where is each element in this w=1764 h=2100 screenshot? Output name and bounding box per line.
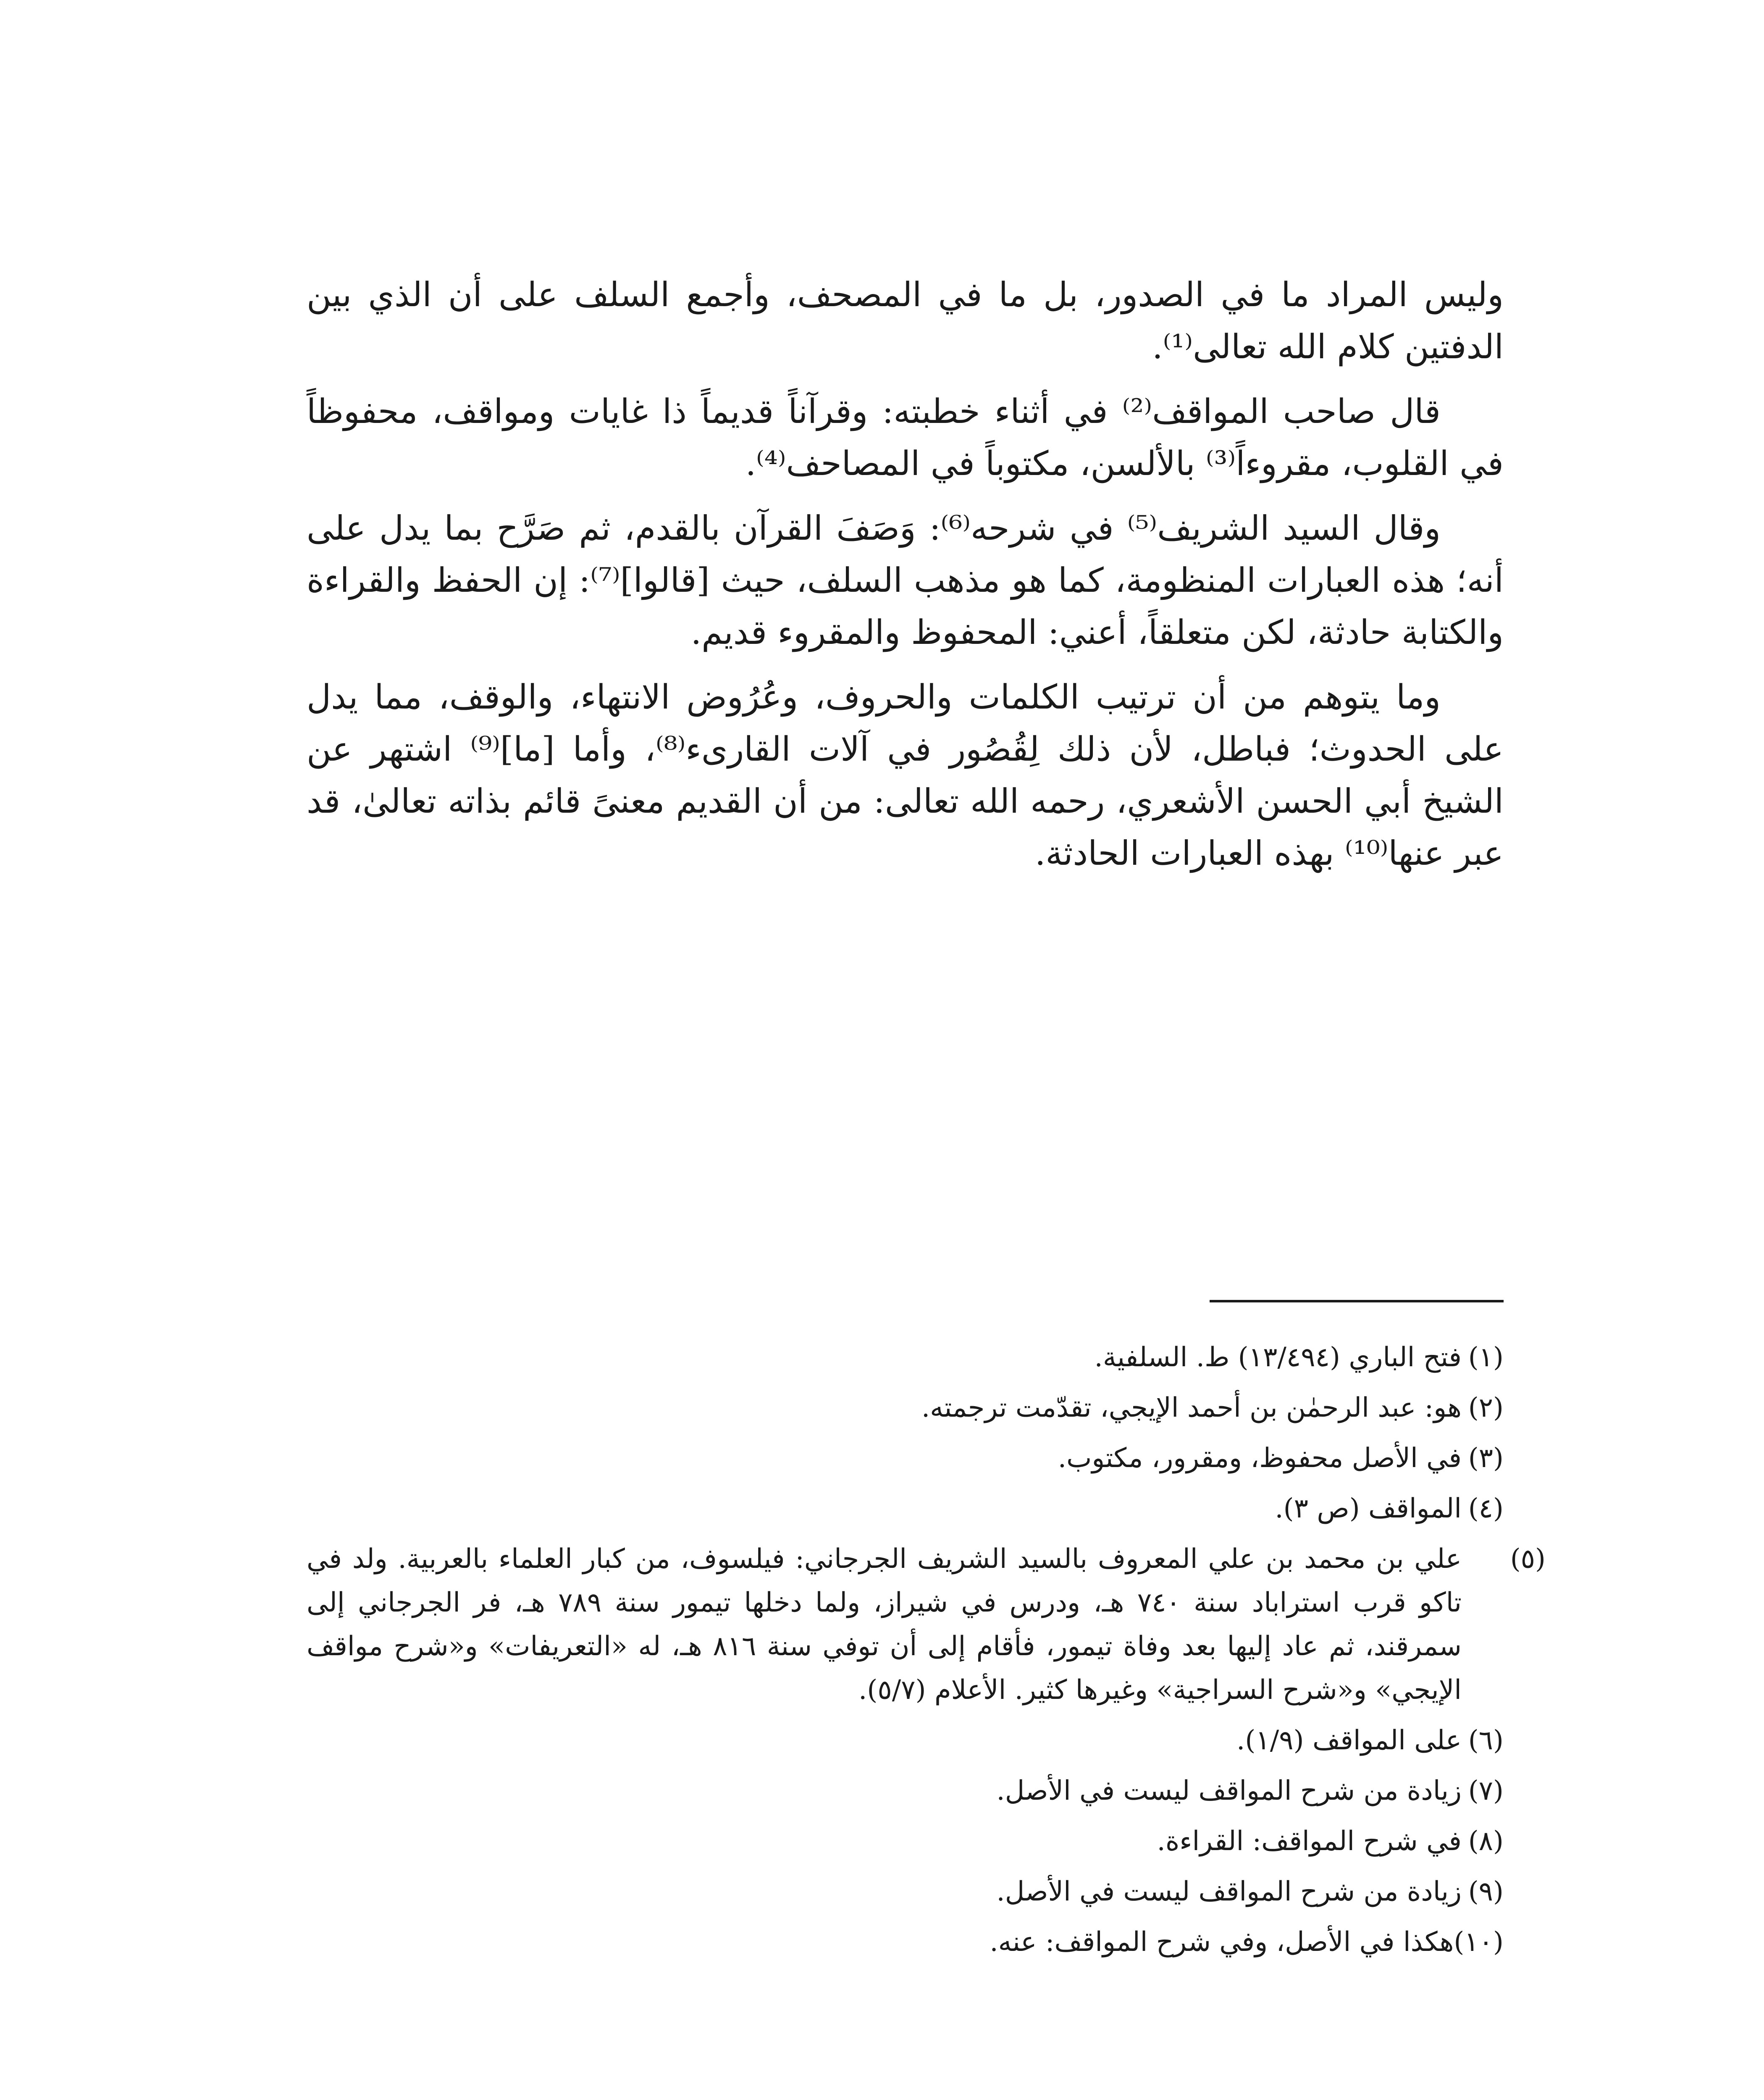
footnote-number: (١٠) <box>1454 1927 1504 1958</box>
footnote-number: (٣) <box>1468 1443 1504 1474</box>
footnote-text: زيادة من شرح المواقف ليست في الأصل. <box>996 1775 1462 1806</box>
footnote-number: (٥) <box>1510 1544 1546 1575</box>
footnote-number: (٢) <box>1468 1392 1504 1423</box>
footnote-number: (٤) <box>1468 1493 1504 1524</box>
footnote-3 <box>307 1436 1504 1480</box>
footnote-text: في الأصل محفوظ، ومقرور، مكتوب. <box>1058 1443 1462 1474</box>
footnotes-section <box>307 1336 1546 1971</box>
footnote-number: (٩) <box>1468 1876 1504 1907</box>
footnote-text: علي بن محمد بن علي المعروف بالسيد الشريف الجرجاني: فيلسوف، من كبار العلماء بالعربية. ولد في تاكو قرب استراباد سنة ٧٤٠ هـ، ودرس في شيراز، ولما دخلها تيمور سنة ٧٨٩ هـ، فر الجرجاني إلى سمرقند، ثم عاد إليها بعد وفاة تيمور، فأقام إلى أن توفي سنة ٨١٦ هـ، له «التعريفات» و«شرح مواقف الإيجي» و«شرح السراجية» وغيرها كثير. الأعلام (٥/٧). <box>307 1544 1462 1706</box>
paragraph-1: وليس المراد ما في الصدور، بل ما في المصحف، وأجمع السلف على أن الذي بين الدفتين كلام الله تعالى⁽¹⁾. <box>307 275 1504 366</box>
footnote-text: زيادة من شرح المواقف ليست في الأصل. <box>996 1876 1462 1907</box>
footnote-text: في شرح المواقف: القراءة. <box>1157 1826 1462 1857</box>
footnote-2 <box>307 1386 1504 1430</box>
footnote-9 <box>307 1870 1504 1914</box>
footnote-text: هو: عبد الرحمٰن بن أحمد الإيجي، تقدّمت ترجمته. <box>921 1392 1462 1423</box>
footnote-text: المواقف (ص ٣). <box>1275 1493 1462 1524</box>
footnote-1 <box>307 1336 1504 1379</box>
footnote-number: (٨) <box>1468 1826 1504 1857</box>
footnote-text: هكذا في الأصل، وفي شرح المواقف: عنه. <box>990 1927 1454 1958</box>
footnote-separator <box>1210 1300 1504 1302</box>
footnote-5 <box>307 1537 1546 1712</box>
main-text-body <box>307 269 1504 892</box>
paragraph-3: وقال السيد الشريف⁽⁵⁾ في شرحه⁽⁶⁾: وَصَفَ القرآن بالقدم، ثم صَرَّح بما يدل على أنه؛ هذه العبارات المنظومة، كما هو مذهب السلف، حيث [قالوا]⁽⁷⁾: إن الحفظ والقراءة والكتابة حادثة، لكن متعلقاً، أعني: المحفوظ والمقروء قديم. <box>307 509 1504 652</box>
footnote-number: (١) <box>1468 1342 1504 1373</box>
footnote-text: على المواقف (١/٩). <box>1236 1725 1462 1756</box>
footnote-text: فتح الباري (١٣/٤٩٤) ط. السلفية. <box>1094 1342 1462 1373</box>
footnote-4 <box>307 1487 1504 1530</box>
footnote-10 <box>307 1920 1504 1964</box>
footnote-number: (٧) <box>1468 1775 1504 1806</box>
footnote-8 <box>307 1819 1504 1863</box>
footnote-6 <box>307 1719 1504 1762</box>
footnote-number: (٦) <box>1468 1725 1504 1756</box>
paragraph-2: قال صاحب المواقف⁽²⁾ في أثناء خطبته: وقرآناً قديماً ذا غايات ومواقف، محفوظاً في القلوب، مقروءاً⁽³⁾ بالألسن، مكتوباً في المصاحف⁽⁴⁾. <box>307 392 1504 483</box>
footnote-7 <box>307 1769 1504 1813</box>
paragraph-4: وما يتوهم من أن ترتيب الكلمات والحروف، وعُرُوض الانتهاء، والوقف، مما يدل على الحدوث؛ فباطل، لأن ذلك لِقُصُور في آلات القارىء⁽⁸⁾، وأما [ما]⁽⁹⁾ اشتهر عن الشيخ أبي الحسن الأشعري، رحمه الله تعالى: من أن القديم معنىً قائم بذاته تعالىٰ، قد عبر عنها⁽¹⁰⁾ بهذه العبارات الحادثة. <box>307 677 1504 873</box>
